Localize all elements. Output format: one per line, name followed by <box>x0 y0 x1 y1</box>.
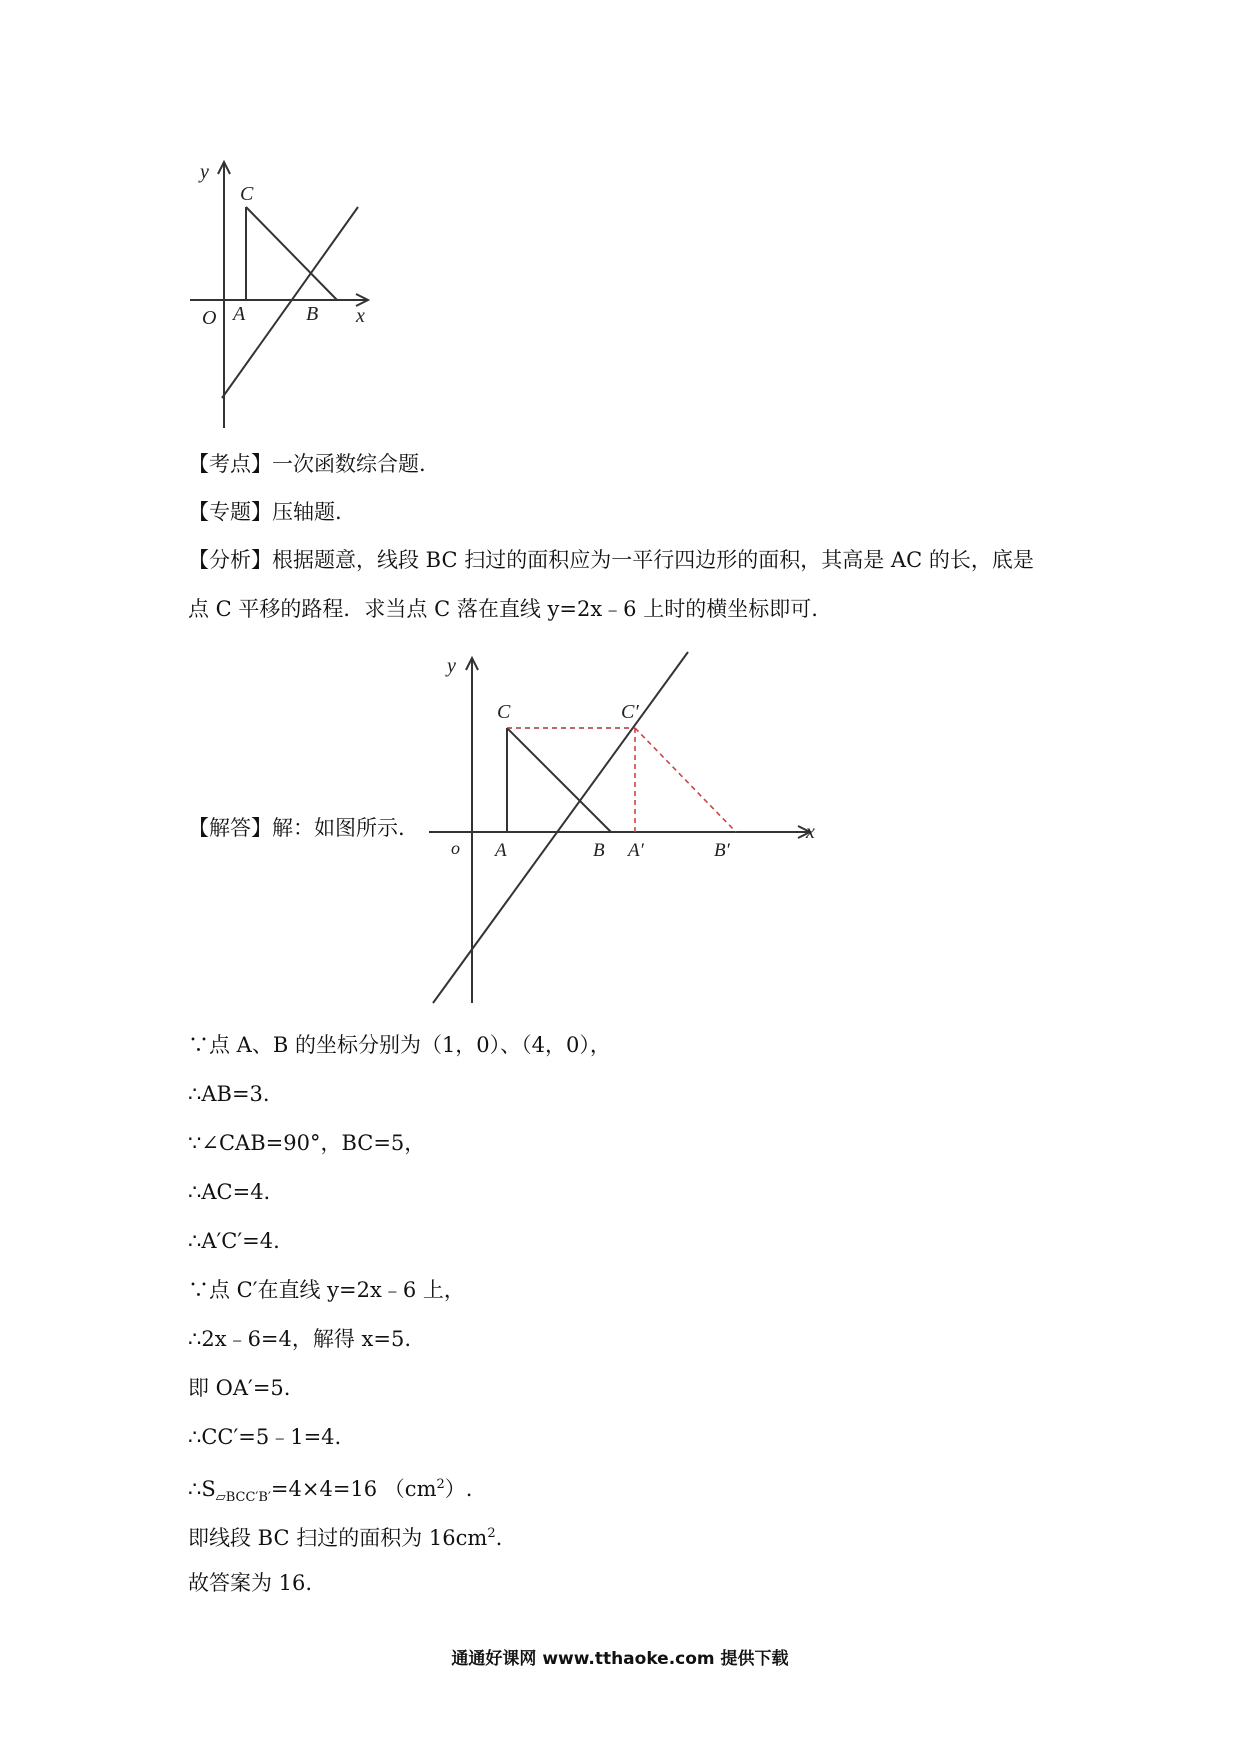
fenxi-line-1 <box>188 545 1034 575</box>
kaodian-tag: 【考点】 <box>188 452 272 476</box>
label-a-prime: A′ <box>628 840 644 861</box>
jieda-tag: 【解答】 <box>188 816 272 840</box>
area-body: =4×4=16 （cm <box>270 1477 437 1501</box>
fenxi-text-2: 点 C 平移的路程．求当点 C 落在直线 y=2x﹣6 上时的横坐标即可. <box>188 597 818 621</box>
area-sup: 2 <box>436 1477 445 1492</box>
step-5: ∴A′C′=4. <box>188 1229 280 1253</box>
footer: 通通好课网 www.tthaoke.com 提供下载 <box>451 1649 789 1669</box>
label-o: o <box>451 838 460 858</box>
figure-1 <box>180 150 380 430</box>
kaodian-line <box>188 449 426 479</box>
label-a: A <box>495 840 507 861</box>
zhuanti-text: 压轴题. <box>272 500 342 524</box>
area-subscript: ▱BCC′B′ <box>215 1490 271 1506</box>
step-2: ∴AB=3. <box>188 1082 270 1106</box>
label-o: O <box>202 307 217 329</box>
label-b: B <box>593 840 605 861</box>
conclusion-suffix: . <box>495 1526 503 1550</box>
figure-2 <box>425 648 825 1008</box>
conclusion-sup: 2 <box>487 1526 496 1541</box>
fenxi-line-2 <box>188 594 818 624</box>
label-c: C <box>240 183 254 205</box>
zhuanti-tag: 【专题】 <box>188 500 272 524</box>
area-line <box>188 1470 472 1513</box>
step-1: ∵点 A、B 的坐标分别为（1，0）、（4，0）， <box>188 1033 611 1057</box>
label-c: C <box>497 701 511 723</box>
step-4: ∴AC=4. <box>188 1180 271 1204</box>
label-y: y <box>447 655 456 677</box>
area-suffix: ）. <box>444 1477 473 1501</box>
segment-cb <box>246 207 337 300</box>
kaodian-text: 一次函数综合题. <box>272 452 426 476</box>
conclusion-line <box>188 1519 502 1553</box>
conclusion-text: 即线段 BC 扫过的面积为 16cm <box>188 1526 488 1550</box>
step-7: ∴2x﹣6=4，解得 x=5. <box>188 1327 412 1351</box>
jieda-text: 解：如图所示. <box>272 816 405 840</box>
fenxi-tag: 【分析】 <box>188 548 272 572</box>
label-x: x <box>806 821 815 843</box>
segment-c1b1-dashed <box>635 728 736 832</box>
label-c-prime: C′ <box>621 701 639 723</box>
zhuanti-line <box>188 497 342 527</box>
step-9: ∴CC′=5﹣1=4. <box>188 1425 342 1449</box>
figure-2-svg <box>425 648 825 1008</box>
figure-1-svg <box>180 150 380 430</box>
answer-line: 故答案为 16. <box>188 1571 313 1595</box>
label-a: A <box>233 303 246 325</box>
jieda-line <box>188 813 405 843</box>
label-b: B <box>306 303 319 325</box>
fenxi-text-1: 根据题意，线段 BC 扫过的面积应为一平行四边形的面积，其高是 AC 的长，底是 <box>272 548 1034 572</box>
step-6: ∵点 C′在直线 y=2x﹣6 上， <box>188 1278 465 1302</box>
label-y: y <box>200 161 209 183</box>
step-8: 即 OA′=5. <box>188 1376 291 1400</box>
label-b-prime: B′ <box>714 840 730 861</box>
area-prefix: ∴S <box>188 1477 216 1501</box>
label-x: x <box>356 305 365 327</box>
step-3: ∵∠CAB=90°，BC=5， <box>188 1131 426 1155</box>
